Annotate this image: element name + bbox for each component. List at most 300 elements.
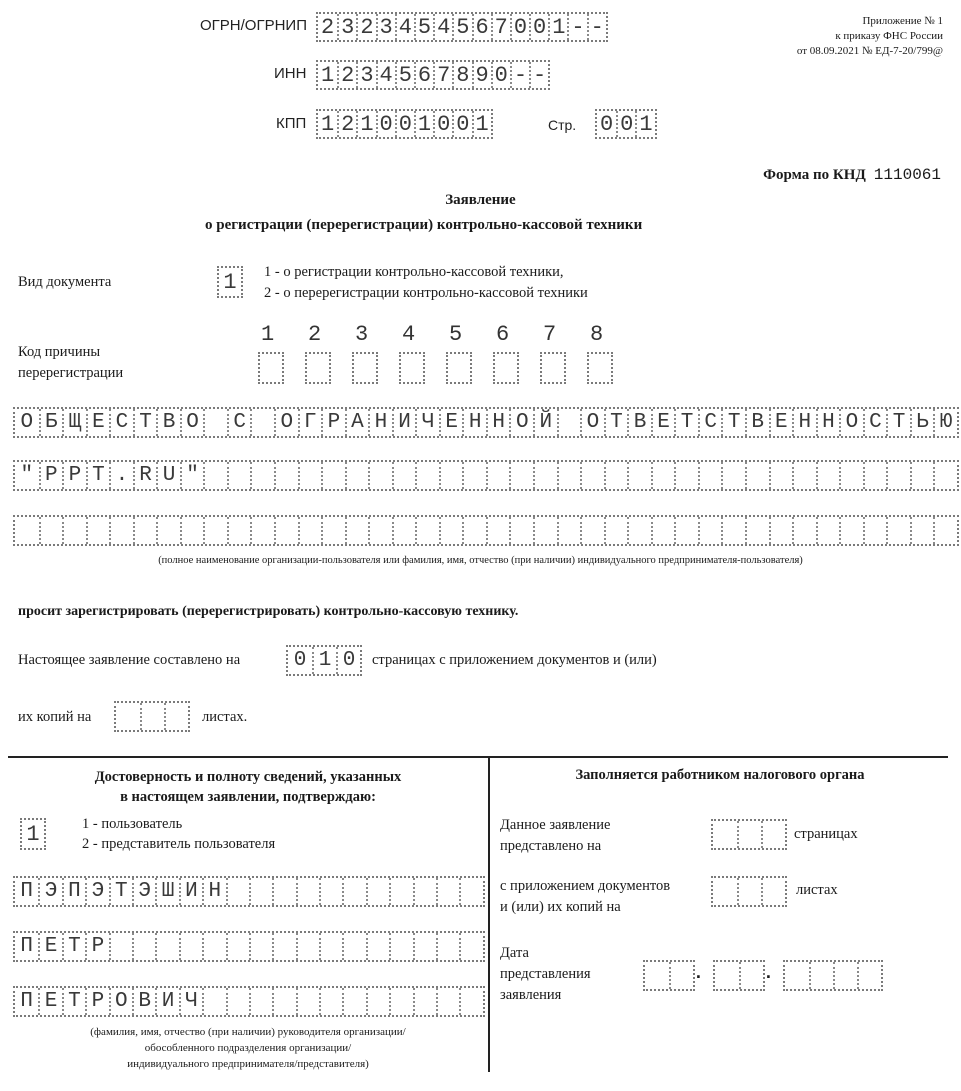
comb-cell: [721, 462, 745, 489]
comb-cell: [62, 517, 86, 544]
comb-cell: Б: [39, 409, 63, 436]
comb-cell: [366, 988, 389, 1015]
confirm-options: [82, 814, 275, 854]
comb-cell: [413, 878, 436, 905]
comb-cell: 1: [320, 111, 335, 137]
comb-cell: Р: [321, 409, 345, 436]
comb-cell: [580, 462, 604, 489]
comb-cell: [132, 933, 155, 960]
comb-cell: 0: [616, 111, 635, 137]
comb-cell: [839, 517, 863, 544]
comb-cell: [250, 409, 274, 436]
inn-label: ИНН: [274, 65, 307, 82]
comb-cell: [698, 517, 722, 544]
comb-cell: -: [567, 14, 586, 40]
comb-cell: 7: [433, 62, 452, 88]
comb-cell: С: [109, 409, 133, 436]
comb-cell: [203, 462, 227, 489]
page-subtitle: о регистрации (перерегистрации) контрольно-кассовой техники: [205, 217, 643, 233]
comb-cell: [226, 878, 249, 905]
comb-cell: И: [155, 988, 178, 1015]
comb-cell: Г: [298, 409, 322, 436]
comb-cell: Ч: [415, 409, 439, 436]
comb-cell: -: [529, 62, 548, 88]
comb-cell: [816, 462, 840, 489]
comb-cell: [651, 462, 675, 489]
comb-cell: 3: [337, 14, 356, 40]
reason-label: [18, 342, 123, 384]
comb-cell: [345, 517, 369, 544]
comb-cell: [401, 354, 423, 382]
comb-cell: [389, 933, 412, 960]
surname-field[interactable]: [13, 876, 485, 907]
comb-cell: 2: [320, 14, 335, 40]
confirm-caption-line-1: (фамилия, имя, отчество (при наличии) руководителя организации/: [90, 1026, 406, 1038]
comb-cell: [459, 878, 482, 905]
comb-cell: [226, 933, 249, 960]
pages-prefix: Настоящее заявление составлено на: [18, 652, 241, 668]
comb-cell: 0: [599, 111, 614, 137]
comb-cell: [792, 462, 816, 489]
comb-cell: [298, 517, 322, 544]
comb-cell: [366, 933, 389, 960]
comb-cell: 1: [635, 111, 654, 137]
comb-cell: Н: [792, 409, 816, 436]
comb-cell: Р: [85, 988, 108, 1015]
comb-cell: [486, 462, 510, 489]
comb-cell: 8: [452, 62, 471, 88]
comb-cell: [413, 933, 436, 960]
comb-cell: Ш: [155, 878, 178, 905]
comb-cell: [495, 354, 517, 382]
comb-cell: 4: [395, 14, 414, 40]
comb-cell: [604, 517, 628, 544]
reason-label-line-1: Код причины: [18, 344, 101, 360]
comb-cell: Н: [486, 409, 510, 436]
comb-cell: О: [274, 409, 298, 436]
comb-cell: [227, 462, 251, 489]
comb-cell: [249, 878, 272, 905]
comb-cell: Т: [62, 988, 85, 1015]
comb-cell: [109, 933, 132, 960]
comb-cell: Р: [85, 933, 108, 960]
first-name-field[interactable]: [13, 931, 485, 962]
comb-cell: [533, 517, 557, 544]
reason-code-checkbox[interactable]: [258, 352, 284, 384]
comb-cell: [910, 517, 934, 544]
comb-cell: [933, 517, 957, 544]
appendix-line-1: Приложение № 1: [862, 15, 943, 27]
comb-cell: [116, 703, 140, 730]
comb-cell: [272, 933, 295, 960]
comb-cell: Э: [85, 878, 108, 905]
comb-cell: 2: [356, 14, 375, 40]
reason-code-label: 6: [496, 322, 510, 347]
comb-cell: [674, 517, 698, 544]
comb-cell: [368, 517, 392, 544]
comb-cell: [202, 988, 225, 1015]
comb-cell: 0: [529, 14, 548, 40]
comb-cell: В: [627, 409, 651, 436]
comb-cell: [179, 933, 202, 960]
comb-cell: Е: [38, 988, 61, 1015]
confirm-type-field[interactable]: [20, 818, 46, 850]
comb-cell: 4: [376, 62, 395, 88]
comb-cell: Т: [604, 409, 628, 436]
comb-cell: [389, 878, 412, 905]
comb-cell: [133, 517, 157, 544]
comb-cell: П: [20, 935, 33, 958]
comb-cell: [910, 462, 934, 489]
comb-cell: Т: [133, 409, 157, 436]
comb-cell: Т: [886, 409, 910, 436]
comb-cell: [674, 462, 698, 489]
tax-date-label: [500, 943, 591, 1006]
date-separator-1: .: [693, 964, 704, 984]
comb-cell: В: [156, 409, 180, 436]
comb-cell: [202, 933, 225, 960]
comb-cell: [933, 462, 957, 489]
tax-office-heading: Заполняется работником налогового органа: [575, 767, 865, 783]
comb-cell: [745, 462, 769, 489]
comb-cell: [260, 354, 282, 382]
section-divider-horizontal: [8, 756, 948, 758]
comb-cell: [413, 988, 436, 1015]
appendix-line-3: от 08.09.2021 № ЕД-7-20/799@: [796, 45, 943, 57]
kpp-label: КПП: [276, 115, 307, 132]
comb-cell: [886, 462, 910, 489]
comb-cell: [863, 462, 887, 489]
comb-cell: [392, 517, 416, 544]
confirm-caption-line-2: обособленного подразделения организации/: [144, 1042, 352, 1054]
comb-cell: [809, 962, 833, 989]
copies-suffix: листах.: [202, 709, 248, 725]
comb-cell: О: [839, 409, 863, 436]
comb-cell: ": [180, 462, 204, 489]
comb-cell: В: [132, 988, 155, 1015]
comb-cell: [274, 462, 298, 489]
comb-cell: [392, 462, 416, 489]
comb-cell: 3: [356, 62, 375, 88]
comb-cell: [164, 703, 188, 730]
comb-cell: Т: [721, 409, 745, 436]
comb-cell: [792, 517, 816, 544]
form-knd-label: Форма по КНД: [763, 167, 866, 183]
org-name-row-3[interactable]: [13, 515, 959, 546]
comb-cell: [272, 988, 295, 1015]
comb-cell: С: [863, 409, 887, 436]
comb-cell: 5: [452, 14, 471, 40]
confirm-caption: [8, 1024, 488, 1072]
comb-cell: [180, 517, 204, 544]
doc-type-field[interactable]: [217, 266, 243, 298]
comb-cell: А: [345, 409, 369, 436]
comb-cell: [542, 354, 564, 382]
comb-cell: [448, 354, 470, 382]
comb-cell: [203, 409, 227, 436]
comb-cell: [669, 962, 693, 989]
org-name-row-2[interactable]: [13, 460, 959, 491]
comb-cell: [319, 878, 342, 905]
form-knd-code: 1110061: [873, 166, 941, 184]
date-day-field[interactable]: [643, 960, 695, 991]
comb-cell: 5: [395, 62, 414, 88]
tax-copies-field[interactable]: [711, 876, 787, 907]
comb-cell: [415, 517, 439, 544]
comb-cell: 2: [337, 111, 356, 137]
comb-cell: [462, 462, 486, 489]
kpp-field[interactable]: [316, 109, 493, 139]
comb-cell: [203, 517, 227, 544]
reason-code-checkbox[interactable]: [305, 352, 331, 384]
comb-cell: [296, 988, 319, 1015]
comb-cell: 3: [376, 14, 395, 40]
comb-cell: [462, 517, 486, 544]
comb-cell: [509, 462, 533, 489]
comb-cell: П: [62, 878, 85, 905]
comb-cell: [737, 878, 761, 905]
reason-code-checkbox[interactable]: [493, 352, 519, 384]
page-label: Стр.: [548, 117, 577, 133]
comb-cell: [627, 517, 651, 544]
comb-cell: [249, 988, 272, 1015]
comb-cell: [486, 517, 510, 544]
comb-cell: [389, 988, 412, 1015]
tax-copies-suffix: листах: [796, 882, 838, 898]
comb-cell: [557, 462, 581, 489]
tax-copies-label: [500, 876, 670, 918]
tax-pages-label-line-1: Данное заявление: [500, 817, 611, 833]
comb-cell: 6: [472, 14, 491, 40]
comb-cell: [886, 517, 910, 544]
reason-code-label: 1: [261, 322, 275, 347]
pages-suffix: страницах с приложением документов и (или): [372, 652, 657, 668]
org-name-row-1[interactable]: [13, 407, 959, 438]
comb-cell: [156, 517, 180, 544]
comb-cell: 1: [26, 821, 40, 847]
appendix-note: [797, 14, 943, 59]
comb-cell: [298, 462, 322, 489]
comb-cell: [86, 517, 110, 544]
reason-code-checkbox[interactable]: [399, 352, 425, 384]
comb-cell: Э: [132, 878, 155, 905]
ogrn-field[interactable]: [316, 12, 608, 42]
comb-cell: 0: [433, 111, 452, 137]
doc-type-option-2: 2 - о перерегистрации контрольно-кассовой техники: [264, 285, 588, 301]
reason-code-checkbox[interactable]: [587, 352, 613, 384]
comb-cell: [415, 462, 439, 489]
comb-cell: 0: [376, 111, 395, 137]
comb-cell: [319, 988, 342, 1015]
comb-cell: 0: [491, 62, 510, 88]
comb-cell: [354, 354, 376, 382]
comb-cell: [713, 821, 737, 848]
comb-cell: Щ: [62, 409, 86, 436]
comb-cell: [15, 517, 39, 544]
comb-cell: 6: [414, 62, 433, 88]
comb-cell: 1: [414, 111, 433, 137]
reason-code-checkbox[interactable]: [446, 352, 472, 384]
comb-cell: .: [109, 462, 133, 489]
doc-type-option-1: 1 - о регистрации контрольно-кассовой техники,: [264, 264, 564, 280]
comb-cell: И: [179, 878, 202, 905]
comb-cell: [715, 962, 739, 989]
comb-cell: Т: [109, 878, 132, 905]
comb-cell: П: [20, 990, 33, 1013]
tax-date-label-line-1: Дата: [500, 945, 529, 961]
tax-pages-label: [500, 815, 610, 857]
comb-cell: 1: [312, 647, 336, 674]
comb-cell: 2: [337, 62, 356, 88]
comb-cell: О: [109, 988, 132, 1015]
reason-code-label: 3: [355, 322, 369, 347]
org-name-caption: (полное наименование организации-пользователя или фамилия, имя, отчество (при наличии) индивидуального предпринимателя-пользователя): [158, 555, 803, 566]
comb-cell: 5: [414, 14, 433, 40]
comb-cell: [296, 878, 319, 905]
reason-code-label: 2: [308, 322, 322, 347]
pages-count-field[interactable]: [286, 645, 362, 676]
comb-cell: T: [86, 462, 110, 489]
comb-cell: В: [745, 409, 769, 436]
comb-cell: 1: [472, 111, 491, 137]
comb-cell: Ь: [910, 409, 934, 436]
comb-cell: [863, 517, 887, 544]
comb-cell: [721, 517, 745, 544]
appendix-line-2: к приказу ФНС России: [835, 30, 943, 42]
comb-cell: О: [509, 409, 533, 436]
comb-cell: [557, 409, 581, 436]
comb-cell: 0: [510, 14, 529, 40]
comb-cell: [250, 462, 274, 489]
comb-cell: [739, 962, 763, 989]
comb-cell: [342, 878, 365, 905]
comb-cell: [436, 988, 459, 1015]
comb-cell: [274, 517, 298, 544]
form-knd: [763, 166, 941, 184]
date-month-field[interactable]: [713, 960, 765, 991]
comb-cell: П: [20, 880, 33, 903]
comb-cell: Е: [439, 409, 463, 436]
comb-cell: Т: [62, 933, 85, 960]
tax-pages-suffix: страницах: [794, 826, 858, 842]
doc-type-options: [264, 262, 588, 304]
comb-cell: [368, 462, 392, 489]
comb-cell: [272, 878, 295, 905]
comb-cell: [342, 933, 365, 960]
reason-code-checkbox[interactable]: [540, 352, 566, 384]
comb-cell: Н: [368, 409, 392, 436]
comb-cell: С: [698, 409, 722, 436]
comb-cell: И: [392, 409, 416, 436]
comb-cell: [342, 988, 365, 1015]
comb-cell: Е: [86, 409, 110, 436]
comb-cell: [459, 988, 482, 1015]
comb-cell: [698, 462, 722, 489]
comb-cell: 1: [548, 14, 567, 40]
comb-cell: Ч: [179, 988, 202, 1015]
comb-cell: [745, 517, 769, 544]
comb-cell: [816, 517, 840, 544]
copies-count-field[interactable]: [114, 701, 190, 732]
comb-cell: 9: [472, 62, 491, 88]
comb-cell: 1: [223, 269, 237, 295]
comb-cell: Т: [674, 409, 698, 436]
comb-cell: Э: [38, 878, 61, 905]
comb-cell: [319, 933, 342, 960]
comb-cell: [39, 517, 63, 544]
reason-code-label: 5: [449, 322, 463, 347]
reason-code-checkbox[interactable]: [352, 352, 378, 384]
comb-cell: 0: [452, 111, 471, 137]
comb-cell: 7: [491, 14, 510, 40]
comb-cell: Н: [816, 409, 840, 436]
confirm-caption-line-3: индивидуального предпринимателя/представителя): [127, 1058, 369, 1070]
comb-cell: 1: [356, 111, 375, 137]
confirm-heading-line-2: в настоящем заявлении, подтверждаю:: [120, 789, 376, 805]
confirm-option-2: 2 - представитель пользователя: [82, 836, 276, 852]
comb-cell: [227, 517, 251, 544]
patronymic-field[interactable]: [13, 986, 485, 1017]
comb-cell: [436, 878, 459, 905]
comb-cell: Ю: [933, 409, 957, 436]
comb-cell: С: [227, 409, 251, 436]
inn-field[interactable]: [316, 60, 550, 90]
confirm-option-1: 1 - пользователь: [82, 816, 183, 832]
comb-cell: [761, 878, 785, 905]
reason-label-line-2: перерегистрации: [18, 365, 124, 381]
date-separator-2: .: [763, 964, 774, 984]
doc-type-label: Вид документа: [18, 274, 112, 290]
comb-cell: [226, 988, 249, 1015]
tax-pages-field[interactable]: [711, 819, 787, 850]
comb-cell: Й: [533, 409, 557, 436]
comb-cell: [321, 517, 345, 544]
comb-cell: [509, 517, 533, 544]
comb-cell: Н: [462, 409, 486, 436]
comb-cell: [321, 462, 345, 489]
comb-cell: 1: [320, 62, 335, 88]
comb-cell: [109, 517, 133, 544]
page-number-field[interactable]: [595, 109, 657, 139]
comb-cell: [769, 517, 793, 544]
comb-cell: [651, 517, 675, 544]
comb-cell: [627, 462, 651, 489]
reason-code-label: 7: [543, 322, 557, 347]
confirm-heading: [8, 767, 488, 807]
date-year-field[interactable]: [783, 960, 883, 991]
comb-cell: О: [580, 409, 604, 436]
copies-prefix: их копий на: [18, 709, 92, 725]
comb-cell: [250, 517, 274, 544]
comb-cell: [533, 462, 557, 489]
comb-cell: R: [133, 462, 157, 489]
comb-cell: U: [156, 462, 180, 489]
comb-cell: Н: [202, 878, 225, 905]
tax-copies-label-line-1: с приложением документов: [500, 878, 671, 894]
tax-date-label-line-2: представления: [500, 966, 591, 982]
comb-cell: [366, 878, 389, 905]
comb-cell: [833, 962, 857, 989]
comb-cell: [857, 962, 881, 989]
comb-cell: 4: [433, 14, 452, 40]
comb-cell: Е: [769, 409, 793, 436]
comb-cell: [604, 462, 628, 489]
comb-cell: [140, 703, 164, 730]
comb-cell: [345, 462, 369, 489]
comb-cell: [589, 354, 611, 382]
comb-cell: [249, 933, 272, 960]
comb-cell: 0: [395, 111, 414, 137]
